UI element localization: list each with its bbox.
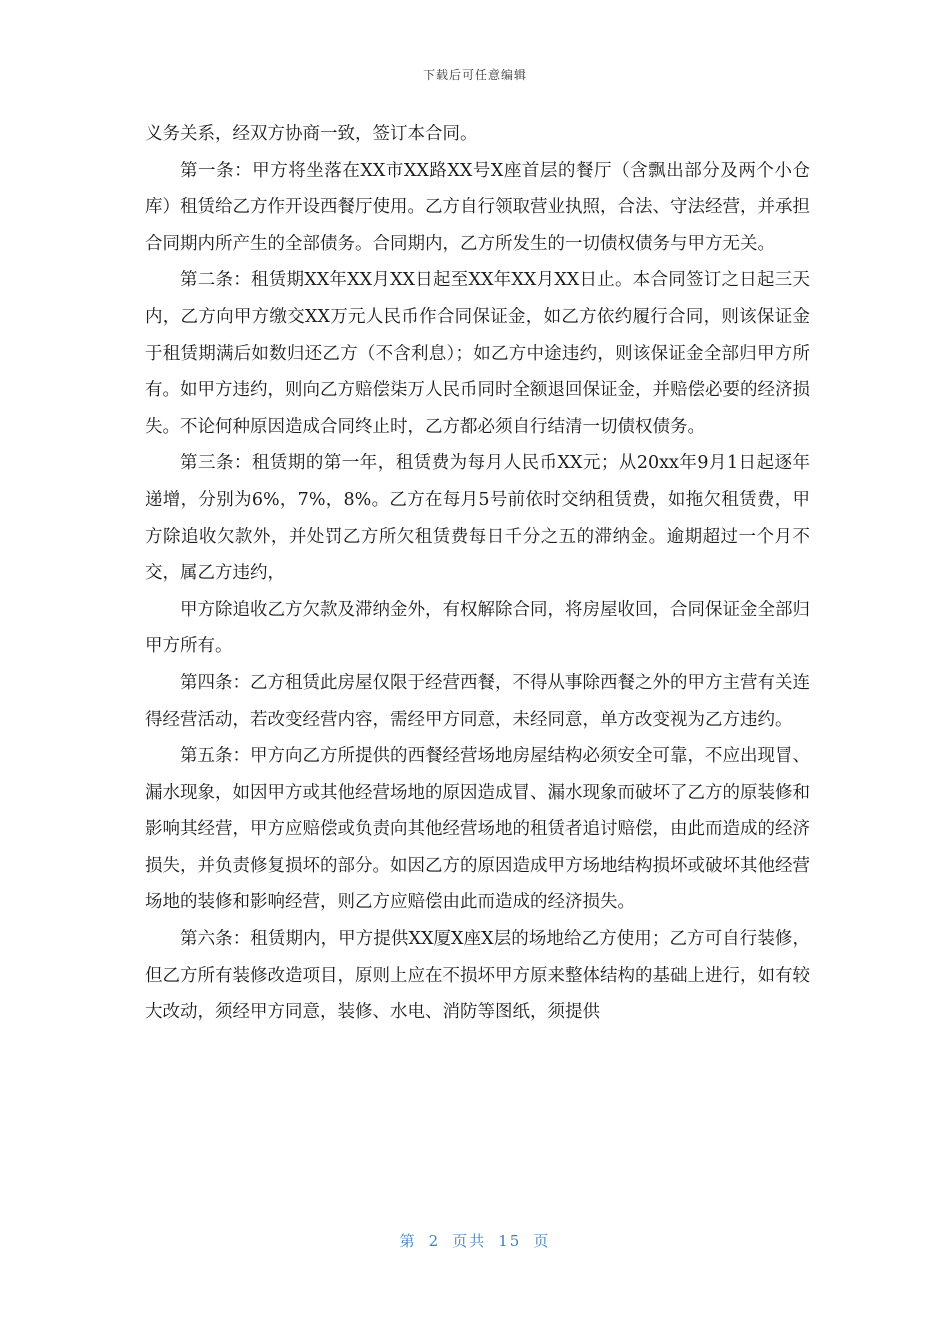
page-middle: 页共 — [452, 1232, 487, 1250]
total-page-count: 15 — [498, 1232, 522, 1250]
paragraph-article-1: 第一条：甲方将坐落在XX市XX路XX号X座首层的餐厅（含飘出部分及两个小仓库）租赁给乙方作开设西餐厅使用。乙方自行领取营业执照，合法、守法经营，并承担合同期内所产生的全部债务。合同期内，乙方所发生的一切债权债务与甲方无关。 — [145, 160, 810, 254]
paragraph-article-2: 第二条：租赁期XX年XX月XX日起至XX年XX月XX日止。本合同签订之日起三天内，乙方向甲方缴交XX万元人民币作合同保证金，如乙方依约履行合同，则该保证金于租赁期满后如数归还乙方（不含利息）；如乙方中途违约，则该保证金全部归甲方所有。如甲方违约，则向乙方赔偿柒万人民币同时全额退回保证金，并赔偿必要的经济损失。不论何种原因造成合同终止时，乙方都必须自行结清一切债权债务。 — [145, 270, 810, 437]
page-prefix: 第 — [399, 1232, 417, 1250]
current-page-number: 2 — [428, 1232, 441, 1250]
document-body — [145, 116, 810, 1031]
paragraph-article-4: 第四条：乙方租赁此房屋仅限于经营西餐，不得从事除西餐之外的甲方主营有关连得经营活动，若改变经营内容，需经甲方同意，未经同意，单方改变视为乙方违约。 — [145, 672, 810, 730]
paragraph-article-3-continued: 甲方除追收乙方欠款及滞纳金外，有权解除合同，将房屋收回，合同保证金全部归甲方所有。 — [145, 599, 810, 657]
paragraph-article-3: 第三条：租赁期的第一年，租赁费为每月人民币XX元；从20xx年9月1日起逐年递增，分别为6%，7%，8%。乙方在每月5号前依时交纳租赁费，如拖欠租赁费，甲方除追收欠款外，并处罚乙方所欠租赁费每日千分之五的滞纳金。逾期超过一个月不交，属乙方违约， — [145, 453, 810, 584]
paragraph-article-6: 第六条：租赁期内，甲方提供XX厦X座X层的场地给乙方使用；乙方可自行装修，但乙方所有装修改造项目，原则上应在不损坏甲方原来整体结构的基础上进行，如有较大改动，须经甲方同意，装修、水电、消防等图纸，须提供 — [145, 929, 810, 1023]
paragraph-article-5: 第五条：甲方向乙方所提供的西餐经营场地房屋结构必须安全可靠，不应出现冒、漏水现象，如因甲方或其他经营场地的原因造成冒、漏水现象而破坏了乙方的原装修和影响其经营，甲方应赔偿或负责向其他经营场地的租赁者追讨赔偿，由此而造成的经济损失，并负责修复损坏的部分。如因乙方的原因造成甲方场地结构损坏或破坏其他经营场地的装修和影响经营，则乙方应赔偿由此而造成的经济损失。 — [145, 746, 810, 913]
page-number-footer — [0, 1230, 950, 1251]
header-note: 下载后可任意编辑 — [422, 68, 527, 82]
paragraph-continuation: 义务关系，经双方协商一致，签订本合同。 — [145, 124, 478, 144]
page-suffix: 页 — [533, 1232, 551, 1250]
